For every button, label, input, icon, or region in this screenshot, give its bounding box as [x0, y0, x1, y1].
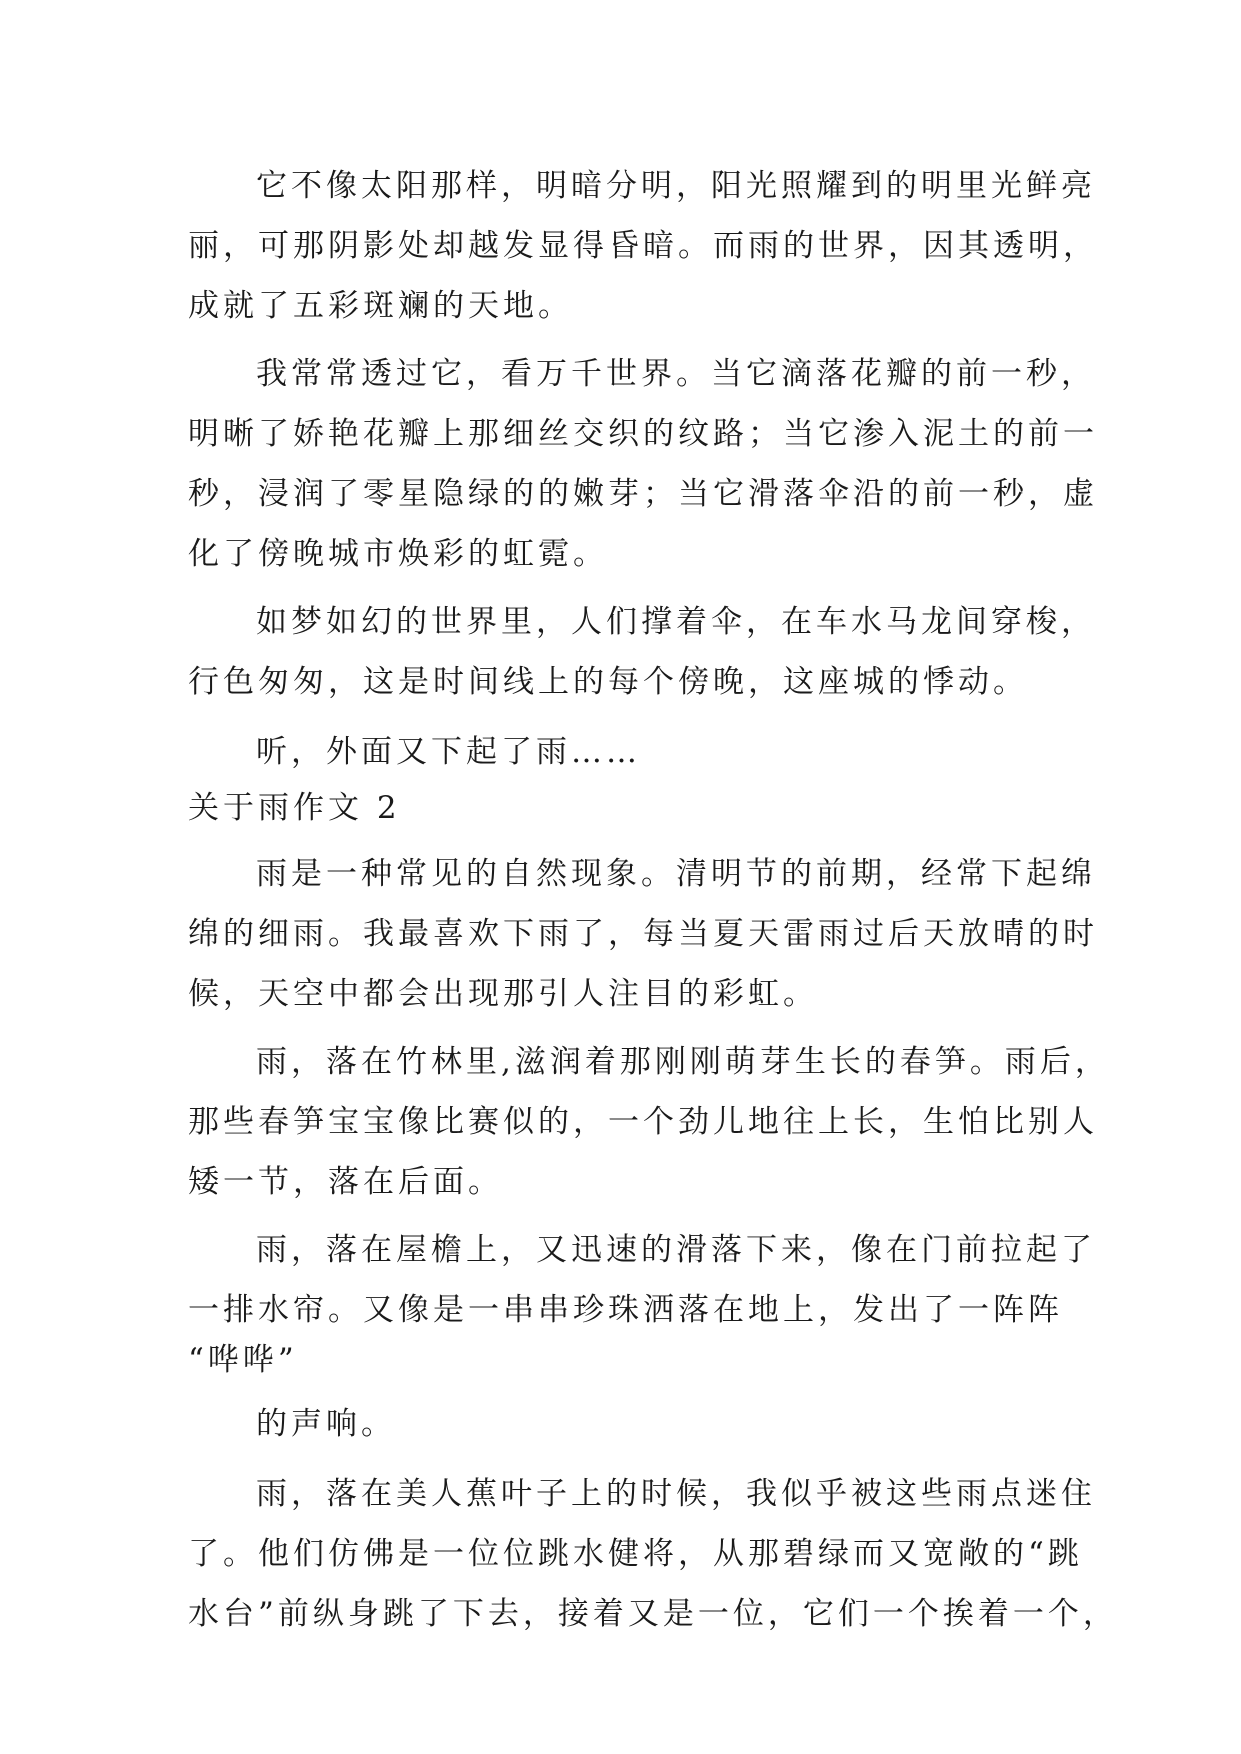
text-line: 我常常透过它，看万千世界。当它滴落花瓣的前一秒，: [256, 356, 1096, 392]
text-line: 了。他们仿佛是一位位跳水健将，从那碧绿而又宽敞的“跳: [188, 1536, 1083, 1572]
text-line: 明晰了娇艳花瓣上那细丝交织的纹路；当它渗入泥土的前一: [188, 416, 1098, 452]
text-line: 化了傍晚城市焕彩的虹霓。: [188, 536, 608, 572]
text-line: 雨，落在竹林里,滋润着那刚刚萌芽生长的春笋。雨后，: [256, 1044, 1110, 1080]
text-line: 那些春笋宝宝像比赛似的，一个劲儿地往上长，生怕比别人: [188, 1104, 1098, 1140]
text-line: 丽，可那阴影处却越发显得昏暗。而雨的世界，因其透明，: [188, 228, 1098, 264]
text-line: 成就了五彩斑斓的天地。: [188, 288, 573, 324]
text-line: 候，天空中都会出现那引人注目的彩虹。: [188, 976, 818, 1012]
text-line: 它不像太阳那样，明暗分明，阳光照耀到的明里光鲜亮: [256, 168, 1096, 204]
text-line: 听，外面又下起了雨……: [256, 734, 641, 770]
text-line: “哗哗”: [188, 1342, 298, 1378]
text-line: 雨，落在美人蕉叶子上的时候，我似乎被这些雨点迷住: [256, 1476, 1096, 1512]
text-line: 矮一节，落在后面。: [188, 1164, 503, 1200]
text-line: 绵的细雨。我最喜欢下雨了，每当夏天雷雨过后天放晴的时: [188, 916, 1098, 952]
text-line: 一排水帘。又像是一串串珍珠洒落在地上，发出了一阵阵: [188, 1292, 1063, 1328]
text-line: 如梦如幻的世界里，人们撑着伞，在车水马龙间穿梭，: [256, 604, 1096, 640]
text-line: 水台”前纵身跳了下去，接着又是一位，它们一个挨着一个，: [188, 1596, 1118, 1632]
text-line: 雨，落在屋檐上，又迅速的滑落下来，像在门前拉起了: [256, 1232, 1096, 1268]
text-line: 行色匆匆，这是时间线上的每个傍晚，这座城的悸动。: [188, 664, 1028, 700]
text-line: 的声响。: [256, 1406, 396, 1442]
text-line: 雨是一种常见的自然现象。清明节的前期，经常下起绵: [256, 856, 1096, 892]
section-heading: 关于雨作文 2: [188, 790, 401, 826]
text-line: 秒，浸润了零星隐绿的的嫩芽；当它滑落伞沿的前一秒，虚: [188, 476, 1098, 512]
